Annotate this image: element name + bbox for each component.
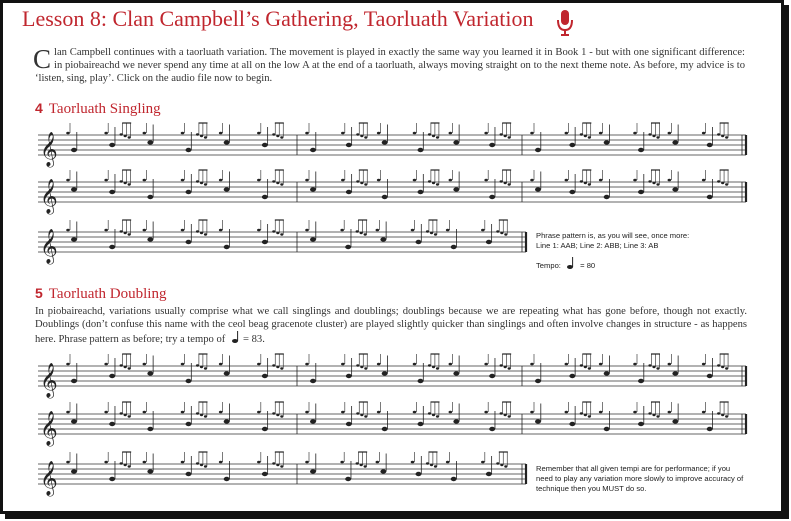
- note-head: [71, 419, 77, 423]
- gracenote: [257, 132, 261, 135]
- note-head: [672, 187, 678, 191]
- gracenote: [702, 363, 706, 366]
- gracenote: [449, 411, 453, 414]
- gracenote: [565, 363, 569, 366]
- note-head: [569, 190, 575, 194]
- gracenote: [449, 179, 453, 182]
- note-head: [71, 237, 77, 241]
- gracenote: [181, 363, 185, 366]
- note-head: [310, 148, 316, 152]
- gracenote: [633, 132, 637, 135]
- gracenote: [481, 229, 485, 232]
- note-head: [604, 195, 610, 199]
- note-head: [489, 143, 495, 147]
- note-head: [345, 245, 351, 249]
- note-head: [109, 143, 115, 147]
- note-head: [224, 371, 230, 375]
- gracenote: [66, 363, 70, 366]
- gracenote: [411, 461, 415, 464]
- gracenote: [633, 179, 637, 182]
- tempo-line: Tempo: = 80: [536, 257, 736, 271]
- gracenote: [449, 132, 453, 135]
- note-head: [186, 472, 192, 476]
- gracenote: [481, 461, 485, 464]
- gracenote: [257, 179, 261, 182]
- gracenote: [257, 363, 261, 366]
- note-head: [262, 195, 268, 199]
- gracenote: [530, 132, 534, 135]
- note-head: [310, 187, 316, 191]
- gracenote: [104, 363, 108, 366]
- gracenote: [668, 132, 672, 135]
- note-head: [535, 148, 541, 152]
- phrase-note: Phrase pattern is, as you will see, once more: Line 1: AAB; Line 2: ABB; Line 3: AB Tempo: = 80: [536, 231, 736, 271]
- gracenote: [702, 179, 706, 182]
- gracenote: [219, 179, 223, 182]
- note-head: [186, 379, 192, 383]
- note-head: [224, 477, 230, 481]
- note-head: [604, 371, 610, 375]
- note-head: [109, 190, 115, 194]
- note-head: [569, 143, 575, 147]
- gracenote: [376, 461, 380, 464]
- note-head: [310, 469, 316, 473]
- intro-text: lan Campbell continues with a taorluath variation. The movement is played in exactly the same way you learned it in Book 1 - but with one significant difference: in piobaireachd we never spend any time at all on the low A at the end of a taorluath, always moving straight on to the next theme note. As before, my advice is to ‘listen, sing, play’. Click on the audio file now to begin.: [35, 47, 745, 84]
- note-head: [109, 477, 115, 481]
- gracenote: [104, 461, 108, 464]
- gracenote: [219, 411, 223, 414]
- gracenote: [377, 179, 381, 182]
- gracenote: [66, 229, 70, 232]
- gracenote: [413, 132, 417, 135]
- gracenote: [143, 229, 147, 232]
- note-head: [382, 427, 388, 431]
- gracenote: [257, 461, 261, 464]
- note-head: [707, 427, 713, 431]
- gracenote: [219, 363, 223, 366]
- gracenote: [104, 411, 108, 414]
- note-head: [672, 371, 678, 375]
- treble-clef-icon: 𝄞: [40, 132, 58, 167]
- gracenote: [305, 229, 309, 232]
- note-head: [224, 187, 230, 191]
- note-head: [262, 374, 268, 378]
- note-head: [186, 190, 192, 194]
- note-head: [109, 245, 115, 249]
- gracenote: [340, 229, 344, 232]
- treble-clef-icon: 𝄞: [40, 179, 58, 214]
- gracenote: [305, 411, 309, 414]
- gracenote: [340, 461, 344, 464]
- gracenote: [565, 179, 569, 182]
- note-head: [418, 422, 424, 426]
- gracenote: [668, 411, 672, 414]
- gracenote: [104, 229, 108, 232]
- section-title-doubling: 5 Taorluath Doubling: [35, 285, 167, 302]
- note-head: [638, 422, 644, 426]
- note-head: [535, 419, 541, 423]
- gracenote: [181, 229, 185, 232]
- treble-clef-icon: 𝄞: [40, 411, 58, 446]
- note-head: [416, 240, 422, 244]
- gracenote: [599, 179, 603, 182]
- note-head: [486, 472, 492, 476]
- note-head: [418, 148, 424, 152]
- note-head: [71, 148, 77, 152]
- gracenote: [702, 132, 706, 135]
- gracenote: [143, 363, 147, 366]
- note-head: [346, 422, 352, 426]
- gracenote: [66, 461, 70, 464]
- note-head: [186, 148, 192, 152]
- note-head: [707, 374, 713, 378]
- gracenote: [633, 363, 637, 366]
- gracenote: [305, 132, 309, 135]
- note-head: [535, 379, 541, 383]
- gracenote: [377, 411, 381, 414]
- note-head: [638, 379, 644, 383]
- gracenote: [181, 411, 185, 414]
- gracenote: [565, 132, 569, 135]
- gracenote: [305, 461, 309, 464]
- note-head: [382, 195, 388, 199]
- note-head: [345, 477, 351, 481]
- gracenote: [376, 229, 380, 232]
- note-head: [147, 140, 153, 144]
- note-head: [310, 237, 316, 241]
- gracenote: [446, 461, 450, 464]
- gracenote: [219, 461, 223, 464]
- gracenote: [484, 179, 488, 182]
- gracenote: [305, 179, 309, 182]
- note-head: [451, 245, 457, 249]
- note-head: [147, 237, 153, 241]
- note-head: [310, 419, 316, 423]
- gracenote: [181, 461, 185, 464]
- note-head: [262, 427, 268, 431]
- note-head: [418, 190, 424, 194]
- gracenote: [599, 411, 603, 414]
- gracenote: [181, 179, 185, 182]
- gracenote: [104, 132, 108, 135]
- gracenote: [257, 411, 261, 414]
- note-head: [638, 148, 644, 152]
- note-head: [416, 472, 422, 476]
- note-head: [382, 140, 388, 144]
- gracenote: [530, 363, 534, 366]
- note-head: [346, 143, 352, 147]
- note-head: [569, 422, 575, 426]
- gracenote: [449, 363, 453, 366]
- gracenote: [66, 132, 70, 135]
- section-title-singling: 4 Taorluath Singling: [35, 100, 161, 117]
- note-head: [707, 195, 713, 199]
- note-head: [346, 190, 352, 194]
- note-head: [453, 371, 459, 375]
- note-head: [451, 477, 457, 481]
- note-head: [604, 140, 610, 144]
- treble-clef-icon: 𝄞: [40, 363, 58, 398]
- gracenote: [143, 179, 147, 182]
- gracenote: [413, 363, 417, 366]
- gracenote: [413, 179, 417, 182]
- note-head: [147, 195, 153, 199]
- note-head: [109, 374, 115, 378]
- gracenote: [668, 363, 672, 366]
- gracenote: [377, 132, 381, 135]
- note-head: [71, 187, 77, 191]
- gracenote: [341, 132, 345, 135]
- doubling-tempo: = 83.: [242, 334, 265, 345]
- note-head: [453, 140, 459, 144]
- gracenote: [599, 132, 603, 135]
- gracenote: [341, 411, 345, 414]
- note-head: [380, 237, 386, 241]
- gracenote: [341, 179, 345, 182]
- note-head: [604, 427, 610, 431]
- gracenote: [305, 363, 309, 366]
- note-head: [489, 427, 495, 431]
- note-head: [147, 469, 153, 473]
- gracenote: [143, 461, 147, 464]
- note-head: [486, 240, 492, 244]
- note-head: [672, 419, 678, 423]
- note-head: [310, 379, 316, 383]
- note-head: [707, 143, 713, 147]
- note-head: [262, 472, 268, 476]
- gracenote: [341, 363, 345, 366]
- gracenote: [484, 363, 488, 366]
- note-head: [224, 245, 230, 249]
- note-head: [346, 374, 352, 378]
- note-head: [380, 469, 386, 473]
- note-head: [418, 379, 424, 383]
- gracenote: [66, 411, 70, 414]
- note-head: [109, 422, 115, 426]
- gracenote: [702, 411, 706, 414]
- note-head: [453, 419, 459, 423]
- note-head: [535, 187, 541, 191]
- note-head: [147, 427, 153, 431]
- note-head: [672, 140, 678, 144]
- note-head: [186, 240, 192, 244]
- page-title: Lesson 8: Clan Campbell’s Gathering, Taorluath Variation: [22, 6, 534, 31]
- gracenote: [411, 229, 415, 232]
- gracenote: [446, 229, 450, 232]
- note-head: [489, 195, 495, 199]
- gracenote: [219, 229, 223, 232]
- gracenote: [565, 411, 569, 414]
- gracenote: [66, 179, 70, 182]
- note-head: [224, 140, 230, 144]
- note-head: [382, 371, 388, 375]
- note-head: [262, 240, 268, 244]
- gracenote: [484, 411, 488, 414]
- gracenote: [633, 411, 637, 414]
- drop-cap: C: [33, 44, 52, 74]
- gracenote: [668, 179, 672, 182]
- treble-clef-icon: 𝄞: [40, 461, 58, 496]
- note-head: [71, 379, 77, 383]
- gracenote: [484, 132, 488, 135]
- gracenote: [143, 132, 147, 135]
- note-head: [71, 469, 77, 473]
- gracenote: [143, 411, 147, 414]
- note-head: [186, 422, 192, 426]
- note-head: [569, 374, 575, 378]
- gracenote: [413, 411, 417, 414]
- note-head: [224, 419, 230, 423]
- note-head: [638, 190, 644, 194]
- note-head: [262, 143, 268, 147]
- note-head: [453, 187, 459, 191]
- gracenote: [181, 132, 185, 135]
- note-head: [147, 371, 153, 375]
- treble-clef-icon: 𝄞: [40, 229, 58, 264]
- gracenote: [530, 179, 534, 182]
- gracenote: [257, 229, 261, 232]
- doubling-text: In piobaireachd, variations usually comprise what we call singlings and doublings; doublings because we are repeating what has gone before, though not exactly. Doublings (don’t confuse this name with the ceol beag gracenote cluster) are played slightly quicker than singlings and often involve changes in structure - as happens here. Phrase pattern as before; try a tempo of: [35, 306, 747, 345]
- gracenote: [104, 179, 108, 182]
- gracenote: [377, 363, 381, 366]
- note-head: [489, 374, 495, 378]
- gracenote: [530, 411, 534, 414]
- gracenote: [219, 132, 223, 135]
- performance-note: Remember that all given tempi are for performance; if you need to play any variation more slowly to improve accuracy of technique then you MUST do so.: [536, 464, 744, 493]
- gracenote: [599, 363, 603, 366]
